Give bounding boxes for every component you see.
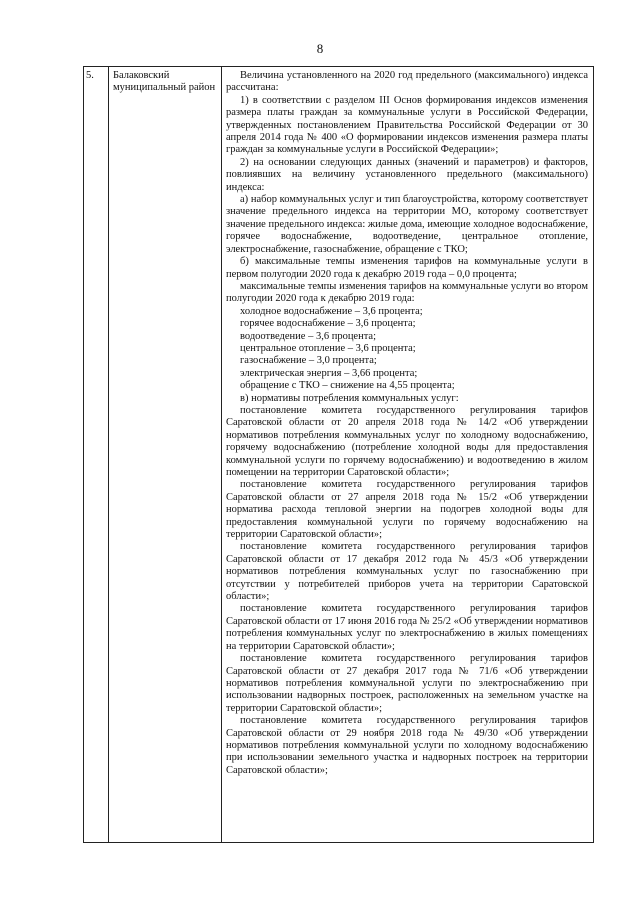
tariff-item: водоотведение – 3,6 процента; <box>240 330 377 342</box>
paragraph: б) максимальные темпы изменения тарифов на коммунальные услуги в первом полугодии 2020 года к декабрю 2019 года – 0,0 процента; <box>226 256 588 280</box>
tariff-item: электрическая энергия – 3,66 процента; <box>240 367 418 379</box>
tariff-item: горячее водоснабжение – 3,6 процента; <box>240 318 416 330</box>
tariff-item: газоснабжение – 3,0 процента; <box>240 355 377 367</box>
tariff-item: холодное водоснабжение – 3,6 процента; <box>240 305 423 317</box>
paragraph: а) набор коммунальных услуг и тип благоустройства, которому соответствует значение предельного индекса на территории МО, которому соответствует значение предельного индекса: жилые дома, имеющие холодное водоснабжение, горячее водоснабжение, водоотведение, центральное отопление, электроснабжение, газоснабжение, обращение с ТКО; <box>226 194 588 255</box>
resolution-paragraph: постановление комитета государственного регулирования тарифов Саратовской области от 20 апреля 2018 года № 14/2 «Об утверждении нормативов потребления коммунальных услуг по холодному водоснабжению, горячему водоснабжению (потребление холодной воды для предоставления коммунальной услуги по горячему водоснабжению) и водоотведению в жилом помещении на территории Саратовской области»; <box>226 404 588 478</box>
row-number: 5. <box>84 67 109 843</box>
table-row <box>84 67 594 843</box>
paragraph: 1) в соответствии с разделом III Основ формирования индексов изменения размера платы граждан за коммунальные услуги в Российской Федерации, утвержденных постановлением Правительства Российской Федерации от 30 апреля 2014 года № 400 «О формировании индексов изменения размера платы граждан за коммунальные услуги в Российской Федерации»; <box>226 94 588 156</box>
tariff-item: центральное отопление – 3,6 процента; <box>240 342 416 354</box>
paragraph: максимальные темпы изменения тарифов на коммунальные услуги во втором полугодии 2020 года к декабрю 2019 года: <box>226 280 588 305</box>
resolution-paragraph: постановление комитета государственного регулирования тарифов Саратовской области от 29 ноября 2018 года № 49/30 «Об утверждении нормативов потребления коммунальной услуги по холодному водоснабжению при использовании земельного участка и надворных построек на территории Саратовской области»; <box>226 715 588 776</box>
paragraph: Величина установленного на 2020 год предельного (максимального) индекса рассчитана: <box>226 70 588 94</box>
index-description <box>222 67 594 843</box>
resolution-paragraph: постановление комитета государственного регулирования тарифов Саратовской области от 17 декабря 2012 года № 45/3 «Об утверждении нормативов потребления коммунальных услуг по газоснабжению при отсутствии у потребителей приборов учета на территории Саратовской области»; <box>226 541 588 603</box>
page-number: 8 <box>316 41 324 56</box>
resolution-paragraph: постановление комитета государственного регулирования тарифов Саратовской области от 17 июня 2016 года № 25/2 «Об утверждении нормативов потребления коммунальных услуг по электроснабжению в жилых помещениях на территории Саратовской области»; <box>226 603 588 652</box>
resolution-paragraph: постановление комитета государственного регулирования тарифов Саратовской области от 27 апреля 2018 года № 15/2 «Об утверждении норматива расхода тепловой энергии на подогрев холодной воды для предоставления коммунальной услуги по горячему водоснабжению на территории Саратовской области»; <box>226 479 588 541</box>
paragraph: 2) на основании следующих данных (значений и параметров) и факторов, повлиявших на величину установленного предельного (максимального) индекса: <box>226 156 588 193</box>
district-name: Балаковский муниципальный район <box>109 67 222 843</box>
index-table <box>83 66 594 843</box>
tariff-item: обращение с ТКО – снижение на 4,55 процента; <box>240 380 455 392</box>
tariff-item: в) нормативы потребления коммунальных услуг: <box>240 392 459 404</box>
resolution-paragraph: постановление комитета государственного регулирования тарифов Саратовской области от 27 декабря 2017 года № 71/6 «Об утверждении нормативов потребления коммунальной услуги по электроснабжению при использовании надворных построек, расположенных на земельном участке на территории Саратовской области»; <box>226 653 588 714</box>
